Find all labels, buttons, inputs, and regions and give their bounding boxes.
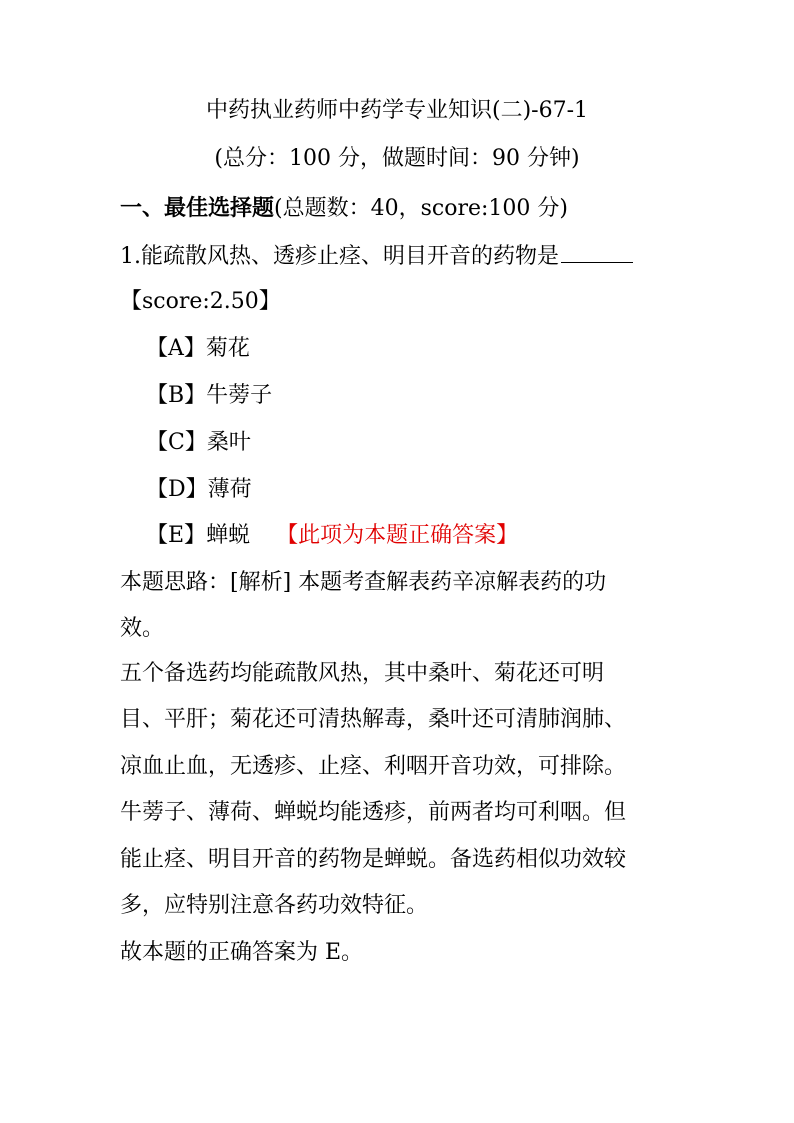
option-a bbox=[146, 334, 250, 364]
section-info: (总题数：40，score:100 分) bbox=[274, 196, 568, 221]
option-label: 【C】 bbox=[146, 430, 207, 455]
option-b bbox=[146, 381, 272, 411]
option-label: 【A】 bbox=[146, 336, 206, 361]
explanation-line: 能止痉、明目开音的药物是蝉蜕。备选药相似功效较 bbox=[120, 847, 627, 872]
option-text: 菊花 bbox=[205, 336, 250, 361]
option-d bbox=[146, 475, 252, 505]
section-name: 最佳选择题 bbox=[164, 195, 275, 221]
answer-blank bbox=[561, 240, 633, 263]
question-stem-text: 1.能疏散风热、透疹止痉、明目开音的药物是 bbox=[120, 244, 559, 269]
explanation-line: 五个备选药均能疏散风热，其中桑叶、菊花还可明 bbox=[120, 661, 605, 686]
correct-answer-marker: 【此项为本题正确答案】 bbox=[276, 523, 519, 548]
option-c bbox=[146, 428, 251, 458]
correct-answer-statement: 故本题的正确答案为 E。 bbox=[120, 940, 364, 965]
option-label: 【E】 bbox=[146, 523, 207, 548]
option-text: 桑叶 bbox=[206, 430, 251, 455]
question-score: 【score:2.50】 bbox=[120, 289, 281, 314]
explanation-line: 效。 bbox=[120, 616, 165, 641]
option-text: 薄荷 bbox=[207, 477, 252, 502]
option-label: 【D】 bbox=[146, 477, 208, 502]
document-subtitle: (总分：100 分，做题时间：90 分钟) bbox=[214, 146, 580, 171]
section-number: 一、 bbox=[120, 195, 165, 221]
section-heading bbox=[120, 193, 568, 224]
option-e bbox=[146, 521, 518, 551]
explanation-line: 牛蒡子、薄荷、蝉蜕均能透疹，前两者均可利咽。但 bbox=[120, 800, 627, 825]
option-label: 【B】 bbox=[146, 383, 207, 408]
document-title: 中药执业药师中药学专业知识(二)-67-1 bbox=[205, 98, 589, 123]
explanation-line: 凉血止血，无透疹、止痉、利咽开音功效，可排除。 bbox=[120, 754, 627, 779]
explanation-line: 本题思路：[解析] 本题考查解表药辛凉解表药的功 bbox=[120, 570, 607, 595]
option-text: 牛蒡子 bbox=[206, 383, 273, 408]
explanation-line: 目、平肝；菊花还可清热解毒，桑叶还可清肺润肺、 bbox=[120, 707, 627, 732]
explanation-line: 多，应特别注意各药功效特征。 bbox=[120, 893, 429, 918]
question-stem bbox=[120, 240, 633, 272]
option-text: 蝉蜕 bbox=[206, 523, 251, 548]
